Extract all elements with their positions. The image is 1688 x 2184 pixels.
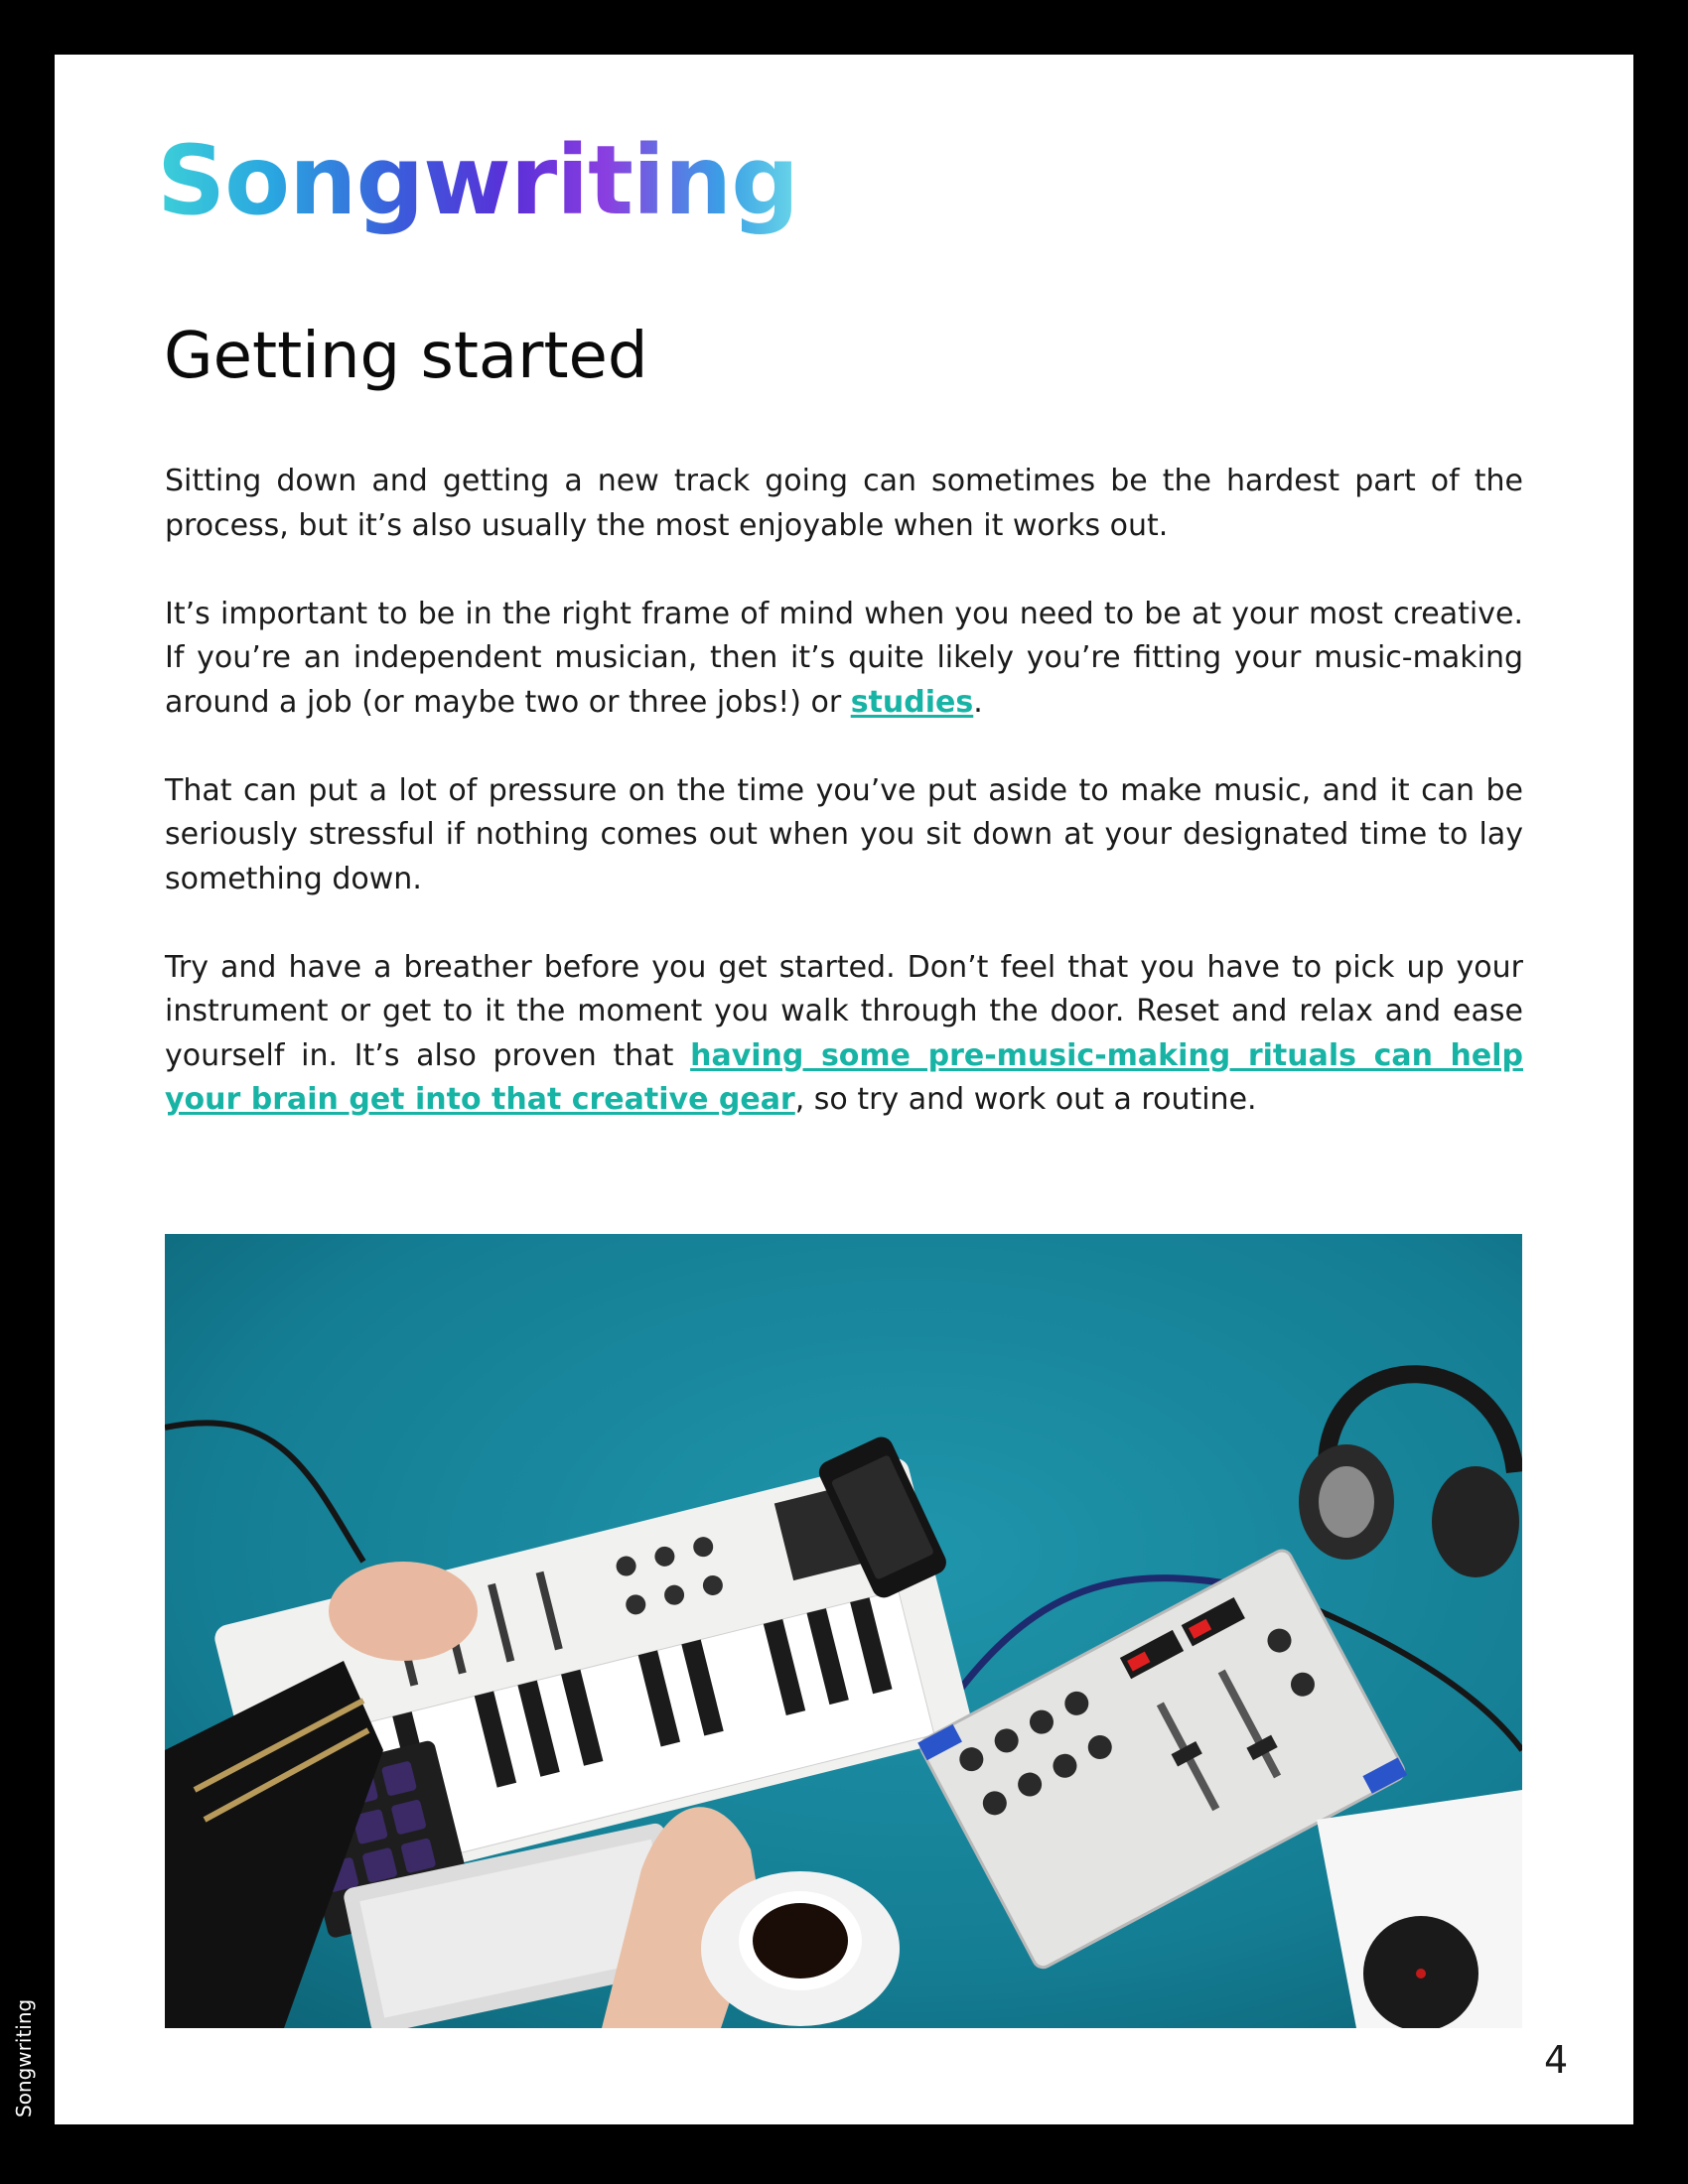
paragraph-4-text: Try and have a breather before you get started. Don’t feel that you have to pick up your instrument or get to it the moment you walk through the door. Reset and relax and ease yourself in. It’s also proven that xyxy=(165,949,1523,1073)
paragraph-2-text: It’s important to be in the right frame of mind when you need to be at your most creative. If you’re an independent musician, then it’s quite likely you’re fitting your music-making around a job (or maybe two or three jobs!) or xyxy=(165,596,1523,720)
paragraph-2-end: . xyxy=(973,684,983,720)
page-number: 4 xyxy=(1544,2038,1569,2082)
paragraph-1 xyxy=(165,460,1523,548)
studio-illustration xyxy=(165,1234,1522,2028)
paragraph-1-text: Sitting down and getting a new track going can sometimes be the hardest part of the process, but it’s also usually the most enjoyable when it works out. xyxy=(165,464,1523,543)
section-title: Getting started xyxy=(164,320,648,393)
brand-title: Songwriting xyxy=(157,124,798,238)
paragraph-4-end: , so try and work out a routine. xyxy=(794,1082,1257,1117)
paragraph-4 xyxy=(165,946,1523,1123)
left-hand xyxy=(329,1562,478,1661)
paragraph-3 xyxy=(165,769,1523,902)
coffee-cup xyxy=(701,1871,900,2026)
studio-photo xyxy=(165,1234,1522,2028)
paragraph-2 xyxy=(165,593,1523,726)
rituals-link[interactable]: having some pre-music-making rituals can help your brain get into that creative gear xyxy=(165,1037,1523,1117)
studies-link[interactable]: studies xyxy=(850,684,974,720)
side-section-label: Songwriting xyxy=(12,1998,36,2117)
paragraph-3-text: That can put a lot of pressure on the time you’ve put aside to make music, and it can be seriously stressful if nothing comes out when you sit down at your designated time to lay something down. xyxy=(165,772,1523,896)
document-page xyxy=(55,55,1633,2124)
article-body xyxy=(165,460,1523,1166)
